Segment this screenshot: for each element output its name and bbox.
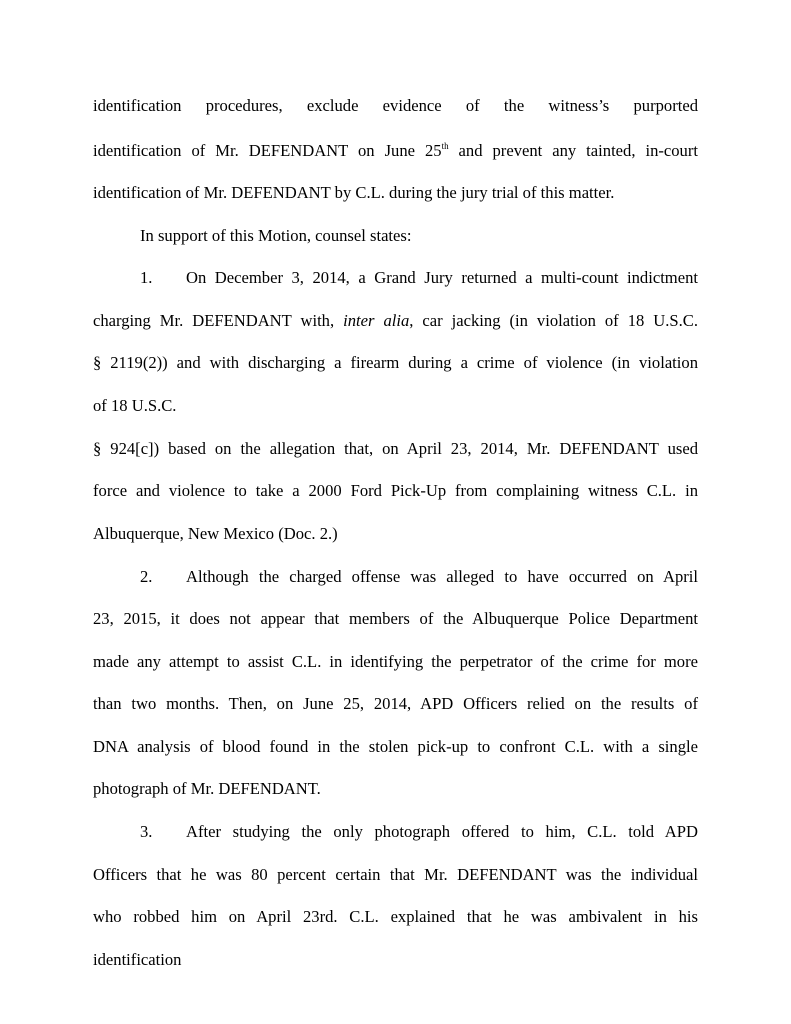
paragraph-2-first-line [140,567,698,587]
text-line: Albuquerque, New Mexico (Doc. 2.) [93,524,338,543]
text-run: identification of Mr. DEFENDANT on June 25 [93,141,442,160]
text-line: In support of this Motion, counsel states: [140,226,412,245]
paragraph-number: 2. [140,567,153,586]
text-line: § 2119(2)) and with discharging a firearm during a crime of violence (in violation [93,353,698,372]
paragraph-number: 3. [140,822,153,841]
text-line [93,311,698,331]
superscript: th [441,141,449,151]
text-run: , car jacking (in violation of 18 U.S.C. [409,311,699,330]
text-run: On December 3, 2014, a Grand Jury returned a multi-count indictment [186,268,698,287]
text-run: and prevent any tainted, in-court [448,141,698,160]
text-line: Officers that he was 80 percent certain that Mr. DEFENDANT was the individual [93,865,698,884]
text-line: made any attempt to assist C.L. in identifying the perpetrator of the crime for more [93,652,698,671]
text-line: 23, 2015, it does not appear that members of the Albuquerque Police Department [93,609,698,628]
text-run: After studying the only photograph offered to him, C.L. told APD [186,822,698,841]
text-line [93,141,698,161]
text-run: charging Mr. DEFENDANT with, [93,311,344,330]
paragraph-number: 1. [140,268,153,287]
italic-text: inter alia [343,311,410,330]
paragraph-1-first-line [140,268,698,288]
text-line: identification procedures, exclude evidence of the witness’s purported [93,96,698,115]
text-line: force and violence to take a 2000 Ford Pick-Up from complaining witness C.L. in [93,481,698,500]
text-line: who robbed him on April 23rd. C.L. explained that he was ambivalent in his [93,907,698,926]
text-line: § 924[c]) based on the allegation that, on April 23, 2014, Mr. DEFENDANT used [93,439,698,458]
text-line: identification [93,950,182,969]
text-line: of 18 U.S.C. [93,396,177,415]
text-line: than two months. Then, on June 25, 2014, APD Officers relied on the results of [93,694,698,713]
text-line: identification of Mr. DEFENDANT by C.L. during the jury trial of this matter. [93,183,615,202]
paragraph-3-first-line [140,822,698,842]
text-line: photograph of Mr. DEFENDANT. [93,779,321,798]
text-line: DNA analysis of blood found in the stolen pick-up to confront C.L. with a single [93,737,698,756]
text-run: Although the charged offense was alleged to have occurred on April [186,567,698,586]
